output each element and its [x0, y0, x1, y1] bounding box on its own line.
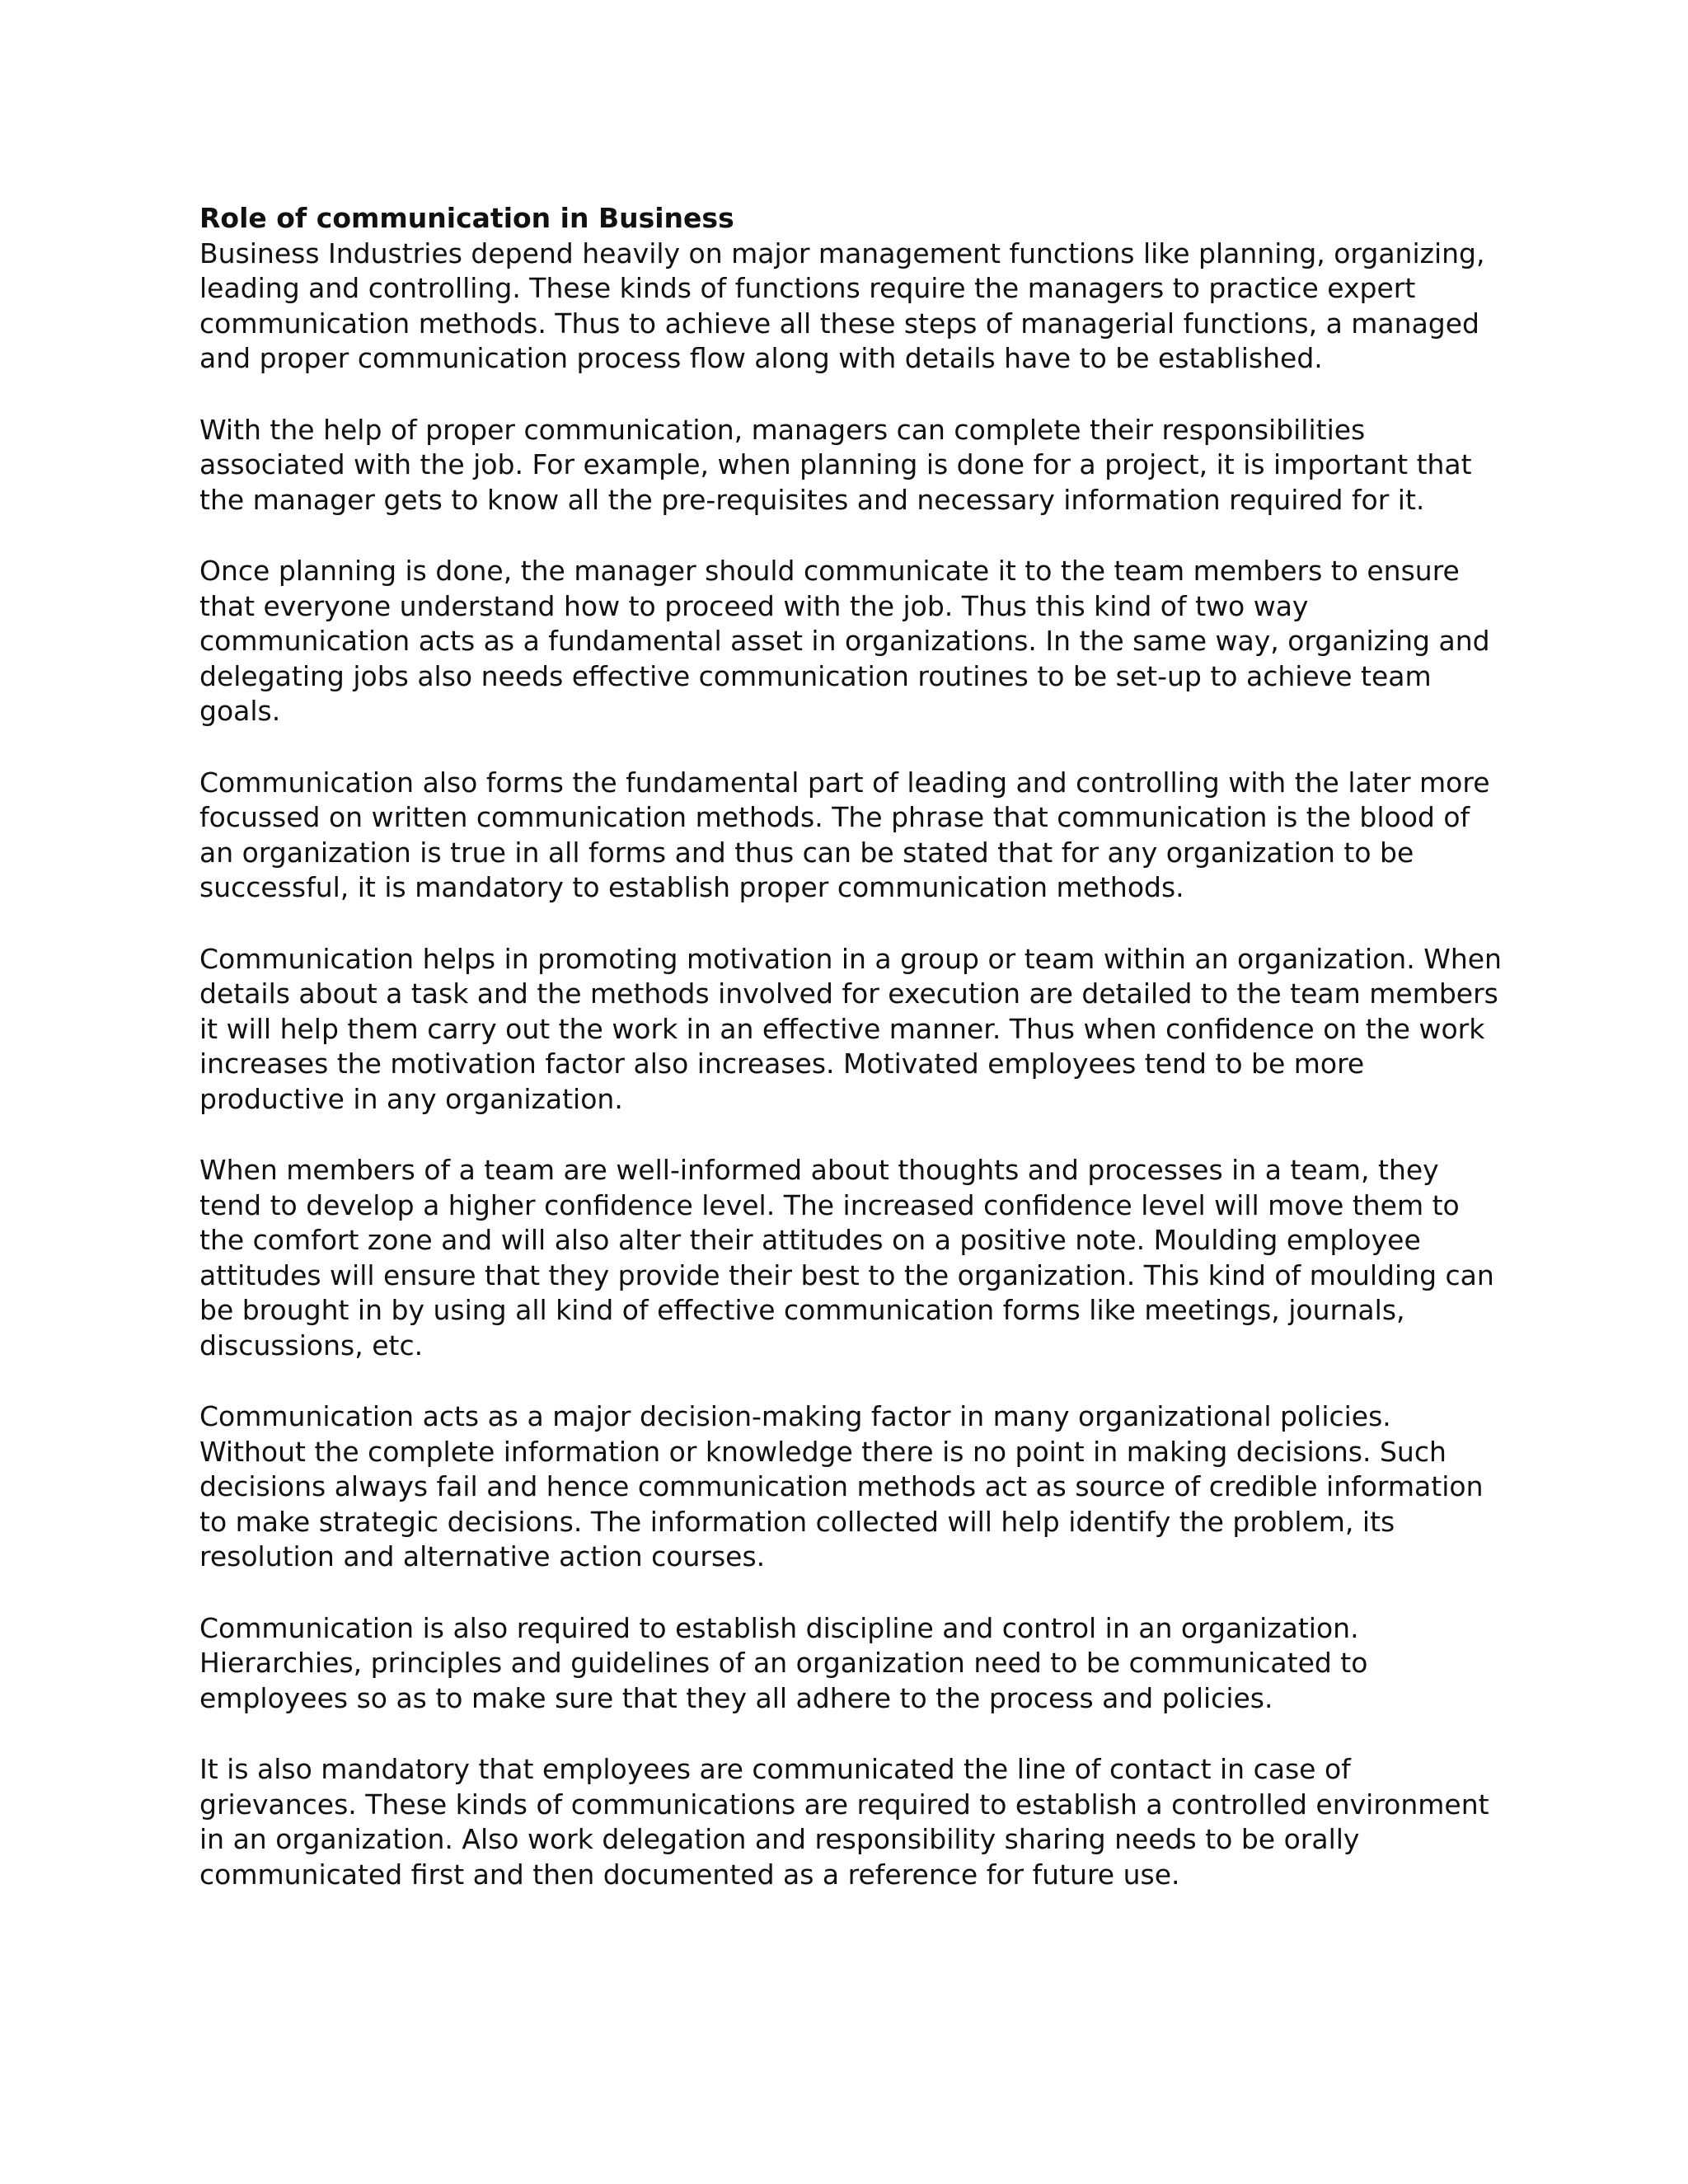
document-body: [199, 201, 1502, 1929]
document-title: Role of communication in Business: [199, 202, 734, 234]
paragraph-3: Once planning is done, the manager should communicate it to the team members to ensure that everyone understand how to proceed with the job. Thus this kind of two way communication acts as a fundamental asset in organizations. In the same way, organizing and delegating jobs also needs effective communication routines to be set-up to achieve team goals.: [199, 555, 1490, 727]
paragraph-6: When members of a team are well-informed about thoughts and processes in a team, they tend to develop a higher confidence level. The increased confidence level will move them to the comfort zone and will also alter their attitudes on a positive note. Moulding employee attitudes will ensure that they provide their best to the organization. This kind of moulding can be brought in by using all kind of effective communication forms like meetings, journals, discussions, etc.: [199, 1154, 1494, 1361]
paragraph-9: It is also mandatory that employees are communicated the line of contact in case of grievances. These kinds of communications are required to establish a controlled environment in an organization. Also work delegation and responsibility sharing needs to be orally communicated first and then documented as a reference for future use.: [199, 1753, 1489, 1891]
paragraph-2: With the help of proper communication, managers can complete their responsibilities associated with the job. For example, when planning is done for a project, it is important that the manager gets to know all the pre-requisites and necessary information required for it.: [199, 413, 1472, 516]
paragraph-5: Communication helps in promoting motivation in a group or team within an organization. When details about a task and the methods involved for execution are detailed to the team members it will help them carry out the work in an effective manner. Thus when confidence on the work increases the motivation factor also increases. Motivated employees tend to be more productive in any organization.: [199, 942, 1502, 1115]
paragraph-1: Business Industries depend heavily on major management functions like planning, organizing, leading and controlling. These kinds of functions require the managers to practice expert communication methods. Thus to achieve all these steps of managerial functions, a managed and proper communication process flow along with details have to be established.: [199, 237, 1485, 374]
paragraph-7: Communication acts as a major decision-making factor in many organizational policies. Without the complete information or knowledge there is no point in making decisions. Such decisions always fail and hence communication methods act as source of credible information to make strategic decisions. The information collected will help identify the problem, its resolution and alternative action courses.: [199, 1400, 1484, 1572]
paragraph-8: Communication is also required to establish discipline and control in an organization. Hierarchies, principles and guidelines of an organization need to be communicated to employees so as to make sure that they all adhere to the process and policies.: [199, 1611, 1368, 1714]
paragraph-4: Communication also forms the fundamental part of leading and controlling with the later more focussed on written communication methods. The phrase that communication is the blood of an organization is true in all forms and thus can be stated that for any organization to be successful, it is mandatory to establish proper communication methods.: [199, 766, 1490, 903]
